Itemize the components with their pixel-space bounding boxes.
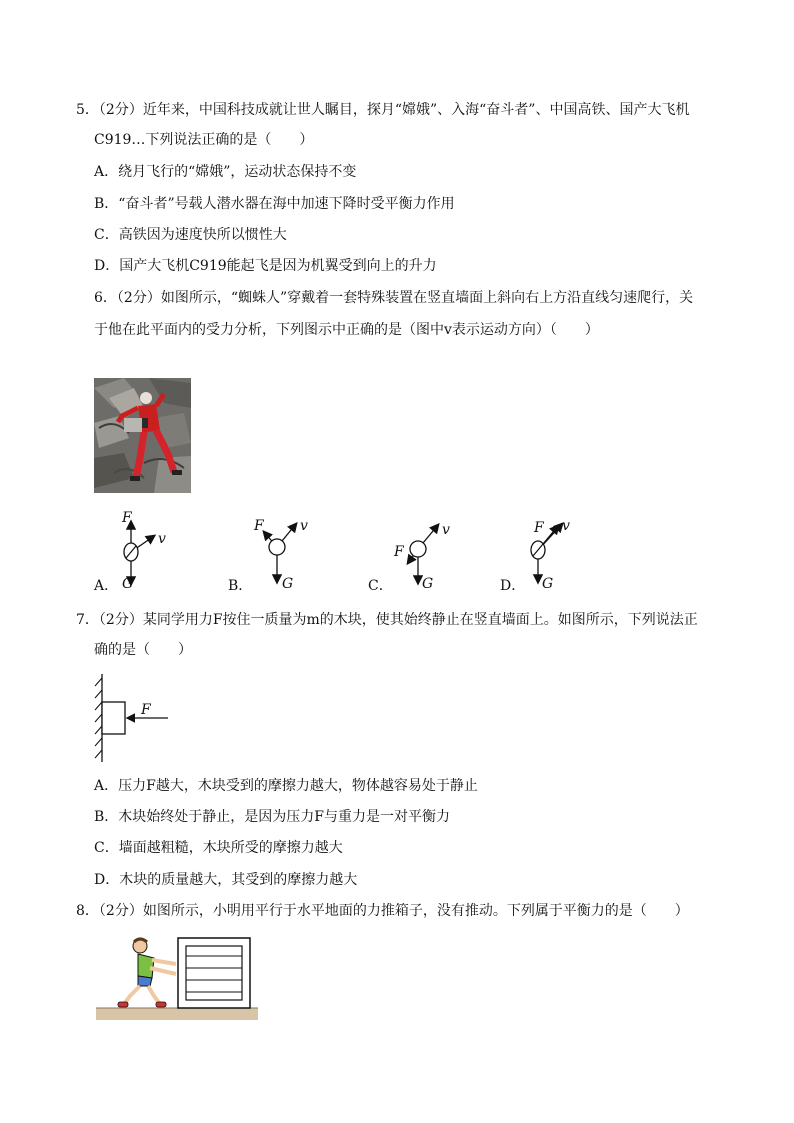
q6-option-c: C． xyxy=(368,578,393,594)
q5-option-b: B．“奋斗者”号载人潜水器在海中加速下降时受平衡力作用 xyxy=(94,196,455,212)
q7-force-label: F xyxy=(141,702,151,718)
q6-c-label-v: v xyxy=(442,522,450,538)
q6-b-label-v: v xyxy=(300,518,308,534)
q7-option-a: A．压力F越大，木块受到的摩擦力越大，物体越容易处于静止 xyxy=(94,778,478,794)
q6-d-label-f: F xyxy=(534,520,544,536)
q6-c-label-f: F xyxy=(394,544,404,560)
q6-option-b: B． xyxy=(228,578,253,594)
q6-d-label-v: v xyxy=(562,518,570,534)
q8-boy-pushing-box-illustration xyxy=(94,934,260,1022)
q5-option-a: A．绕月飞行的“嫦娥”，运动状态保持不变 xyxy=(94,164,357,180)
q7-option-d: D．木块的质量越大，其受到的摩擦力越大 xyxy=(94,872,358,888)
q8-stem-line1: 8．（2分）如图所示，小明用平行于水平地面的力推箱子，没有推动。下列属于平衡力的是（ ） xyxy=(76,903,689,919)
q5-option-d: D．国产大飞机C919能起飞是因为机翼受到向上的升力 xyxy=(94,258,437,274)
q6-a-label-v: v xyxy=(158,531,166,547)
q6-c-label-g: G xyxy=(422,576,434,592)
q5-stem-line1: 5．（2分）近年来，中国科技成就让世人瞩目，探月“嫦娥”、入海“奋斗者”、中国高铁、国产大飞机 xyxy=(76,102,690,118)
q6-a-label-g: G xyxy=(122,576,134,592)
q7-wall-block-diagram xyxy=(92,672,178,764)
q5-option-c: C．高铁因为速度快所以惯性大 xyxy=(94,227,287,243)
q6-a-label-f: F xyxy=(122,510,132,526)
q6-b-label-f: F xyxy=(254,518,264,534)
q6-diagram-a xyxy=(112,508,172,588)
q7-stem-line2: 确的是（ ） xyxy=(94,642,192,658)
spiderman-photo xyxy=(94,378,191,493)
q7-option-b: B．木块始终处于静止，是因为压力F与重力是一对平衡力 xyxy=(94,809,451,825)
q6-option-a: A． xyxy=(94,578,119,594)
q6-option-d: D． xyxy=(500,578,526,594)
q7-option-c: C．墙面越粗糙，木块所受的摩擦力越大 xyxy=(94,840,343,856)
q7-stem-line1: 7．（2分）某同学用力F按住一质量为m的木块，使其始终静止在竖直墙面上。如图所示，下列说法正 xyxy=(76,612,698,628)
q6-stem-line2: 于他在此平面内的受力分析，下列图示中正确的是（图中v表示运动方向）（ ） xyxy=(94,322,599,338)
q6-stem-line1: 6．（2分）如图所示，“蜘蛛人”穿戴着一套特殊装置在竖直墙面上斜向右上方沿直线匀速爬行，关 xyxy=(94,290,694,306)
q6-diagram-d xyxy=(524,512,584,592)
q5-stem-line2: C919…下列说法正确的是（ ） xyxy=(94,132,314,148)
q6-d-label-g: G xyxy=(542,576,554,592)
q6-b-label-g: G xyxy=(282,576,294,592)
